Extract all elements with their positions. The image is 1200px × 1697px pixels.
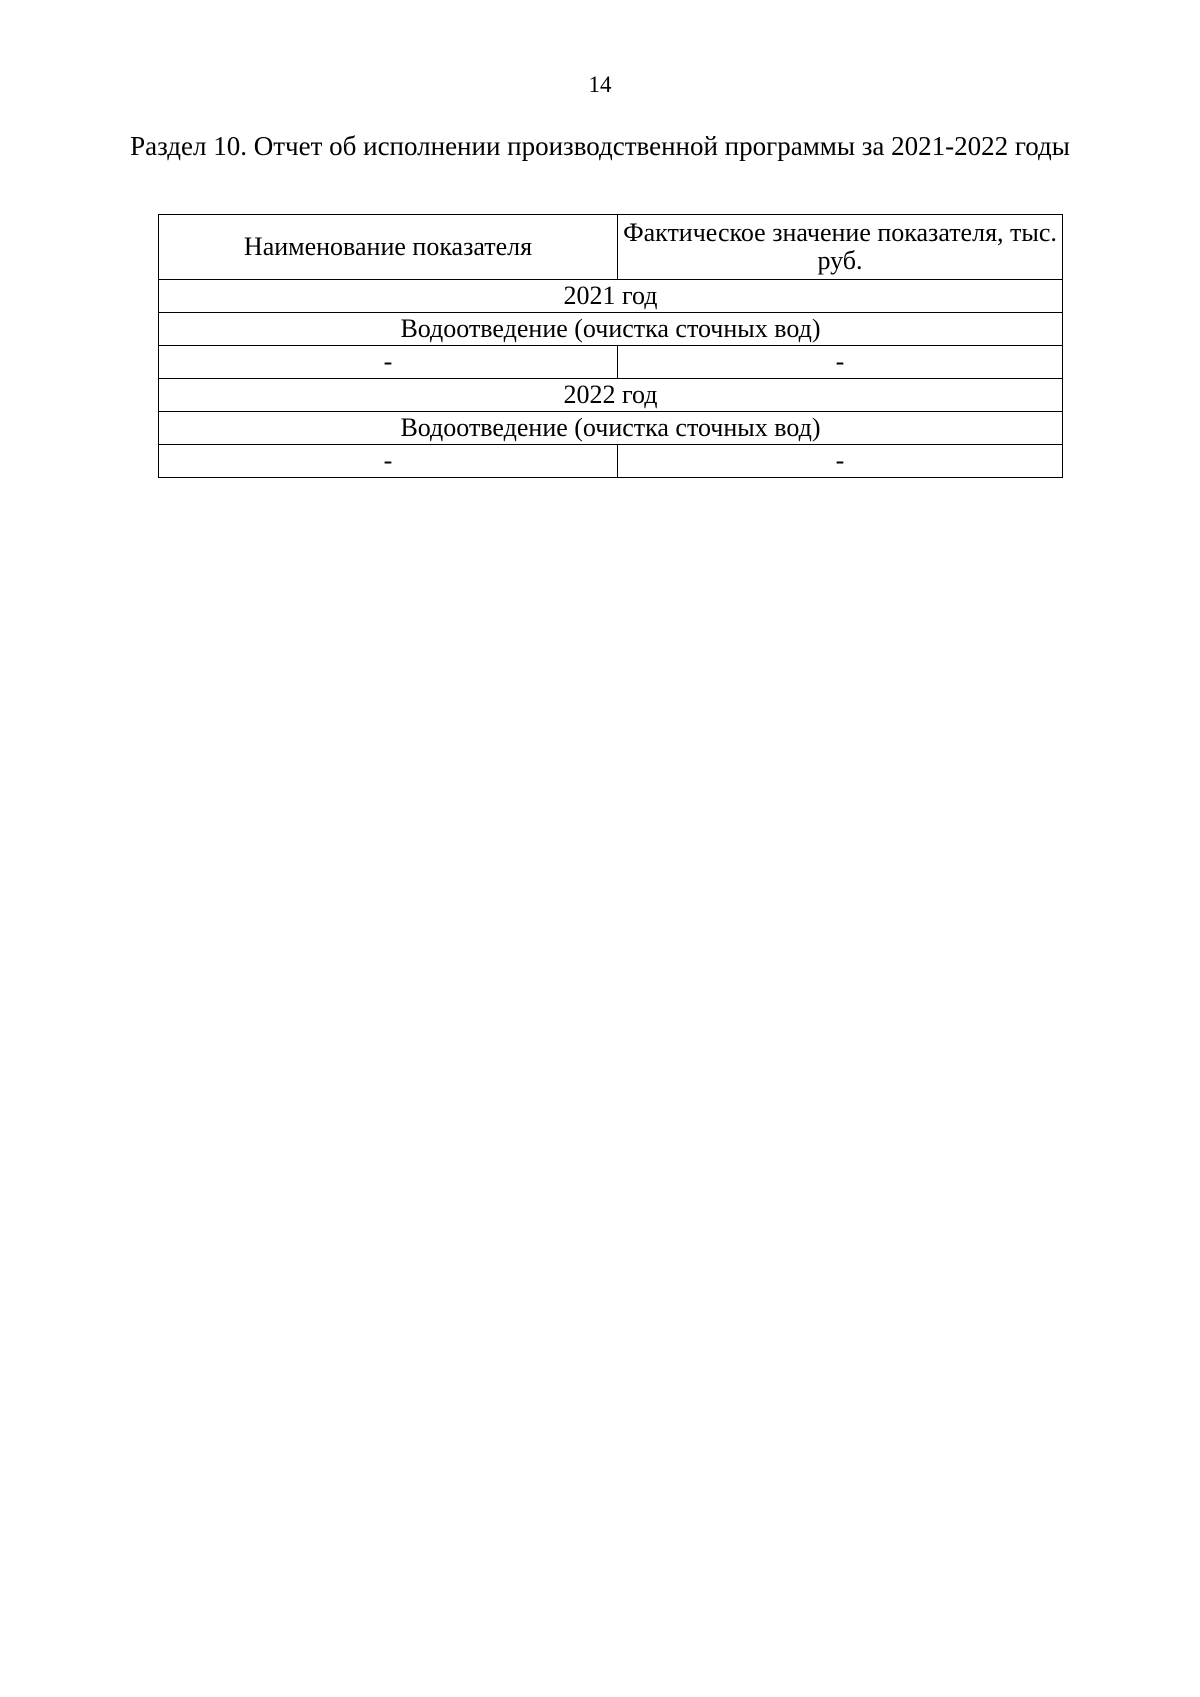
section-title: Раздел 10. Отчет об исполнении производственной программы за 2021-2022 годы: [130, 131, 1070, 161]
year-row: [159, 379, 1063, 412]
service-label: Водоотведение (очистка сточных вод): [159, 412, 1063, 445]
table-row: [159, 445, 1063, 478]
header-actual-value: Фактическое значение показателя, тыс. руб.: [618, 215, 1063, 280]
cell-value: -: [618, 346, 1063, 379]
page-number: 14: [588, 72, 612, 97]
report-table: [158, 214, 1063, 478]
table-row: [159, 346, 1063, 379]
year-label: 2021 год: [159, 280, 1063, 313]
table-header-row: [159, 215, 1063, 280]
service-label: Водоотведение (очистка сточных вод): [159, 313, 1063, 346]
cell-value: -: [618, 445, 1063, 478]
year-row: [159, 280, 1063, 313]
year-label: 2022 год: [159, 379, 1063, 412]
header-indicator: Наименование показателя: [159, 215, 618, 280]
cell-indicator: -: [159, 346, 618, 379]
service-row: [159, 313, 1063, 346]
service-row: [159, 412, 1063, 445]
cell-indicator: -: [159, 445, 618, 478]
